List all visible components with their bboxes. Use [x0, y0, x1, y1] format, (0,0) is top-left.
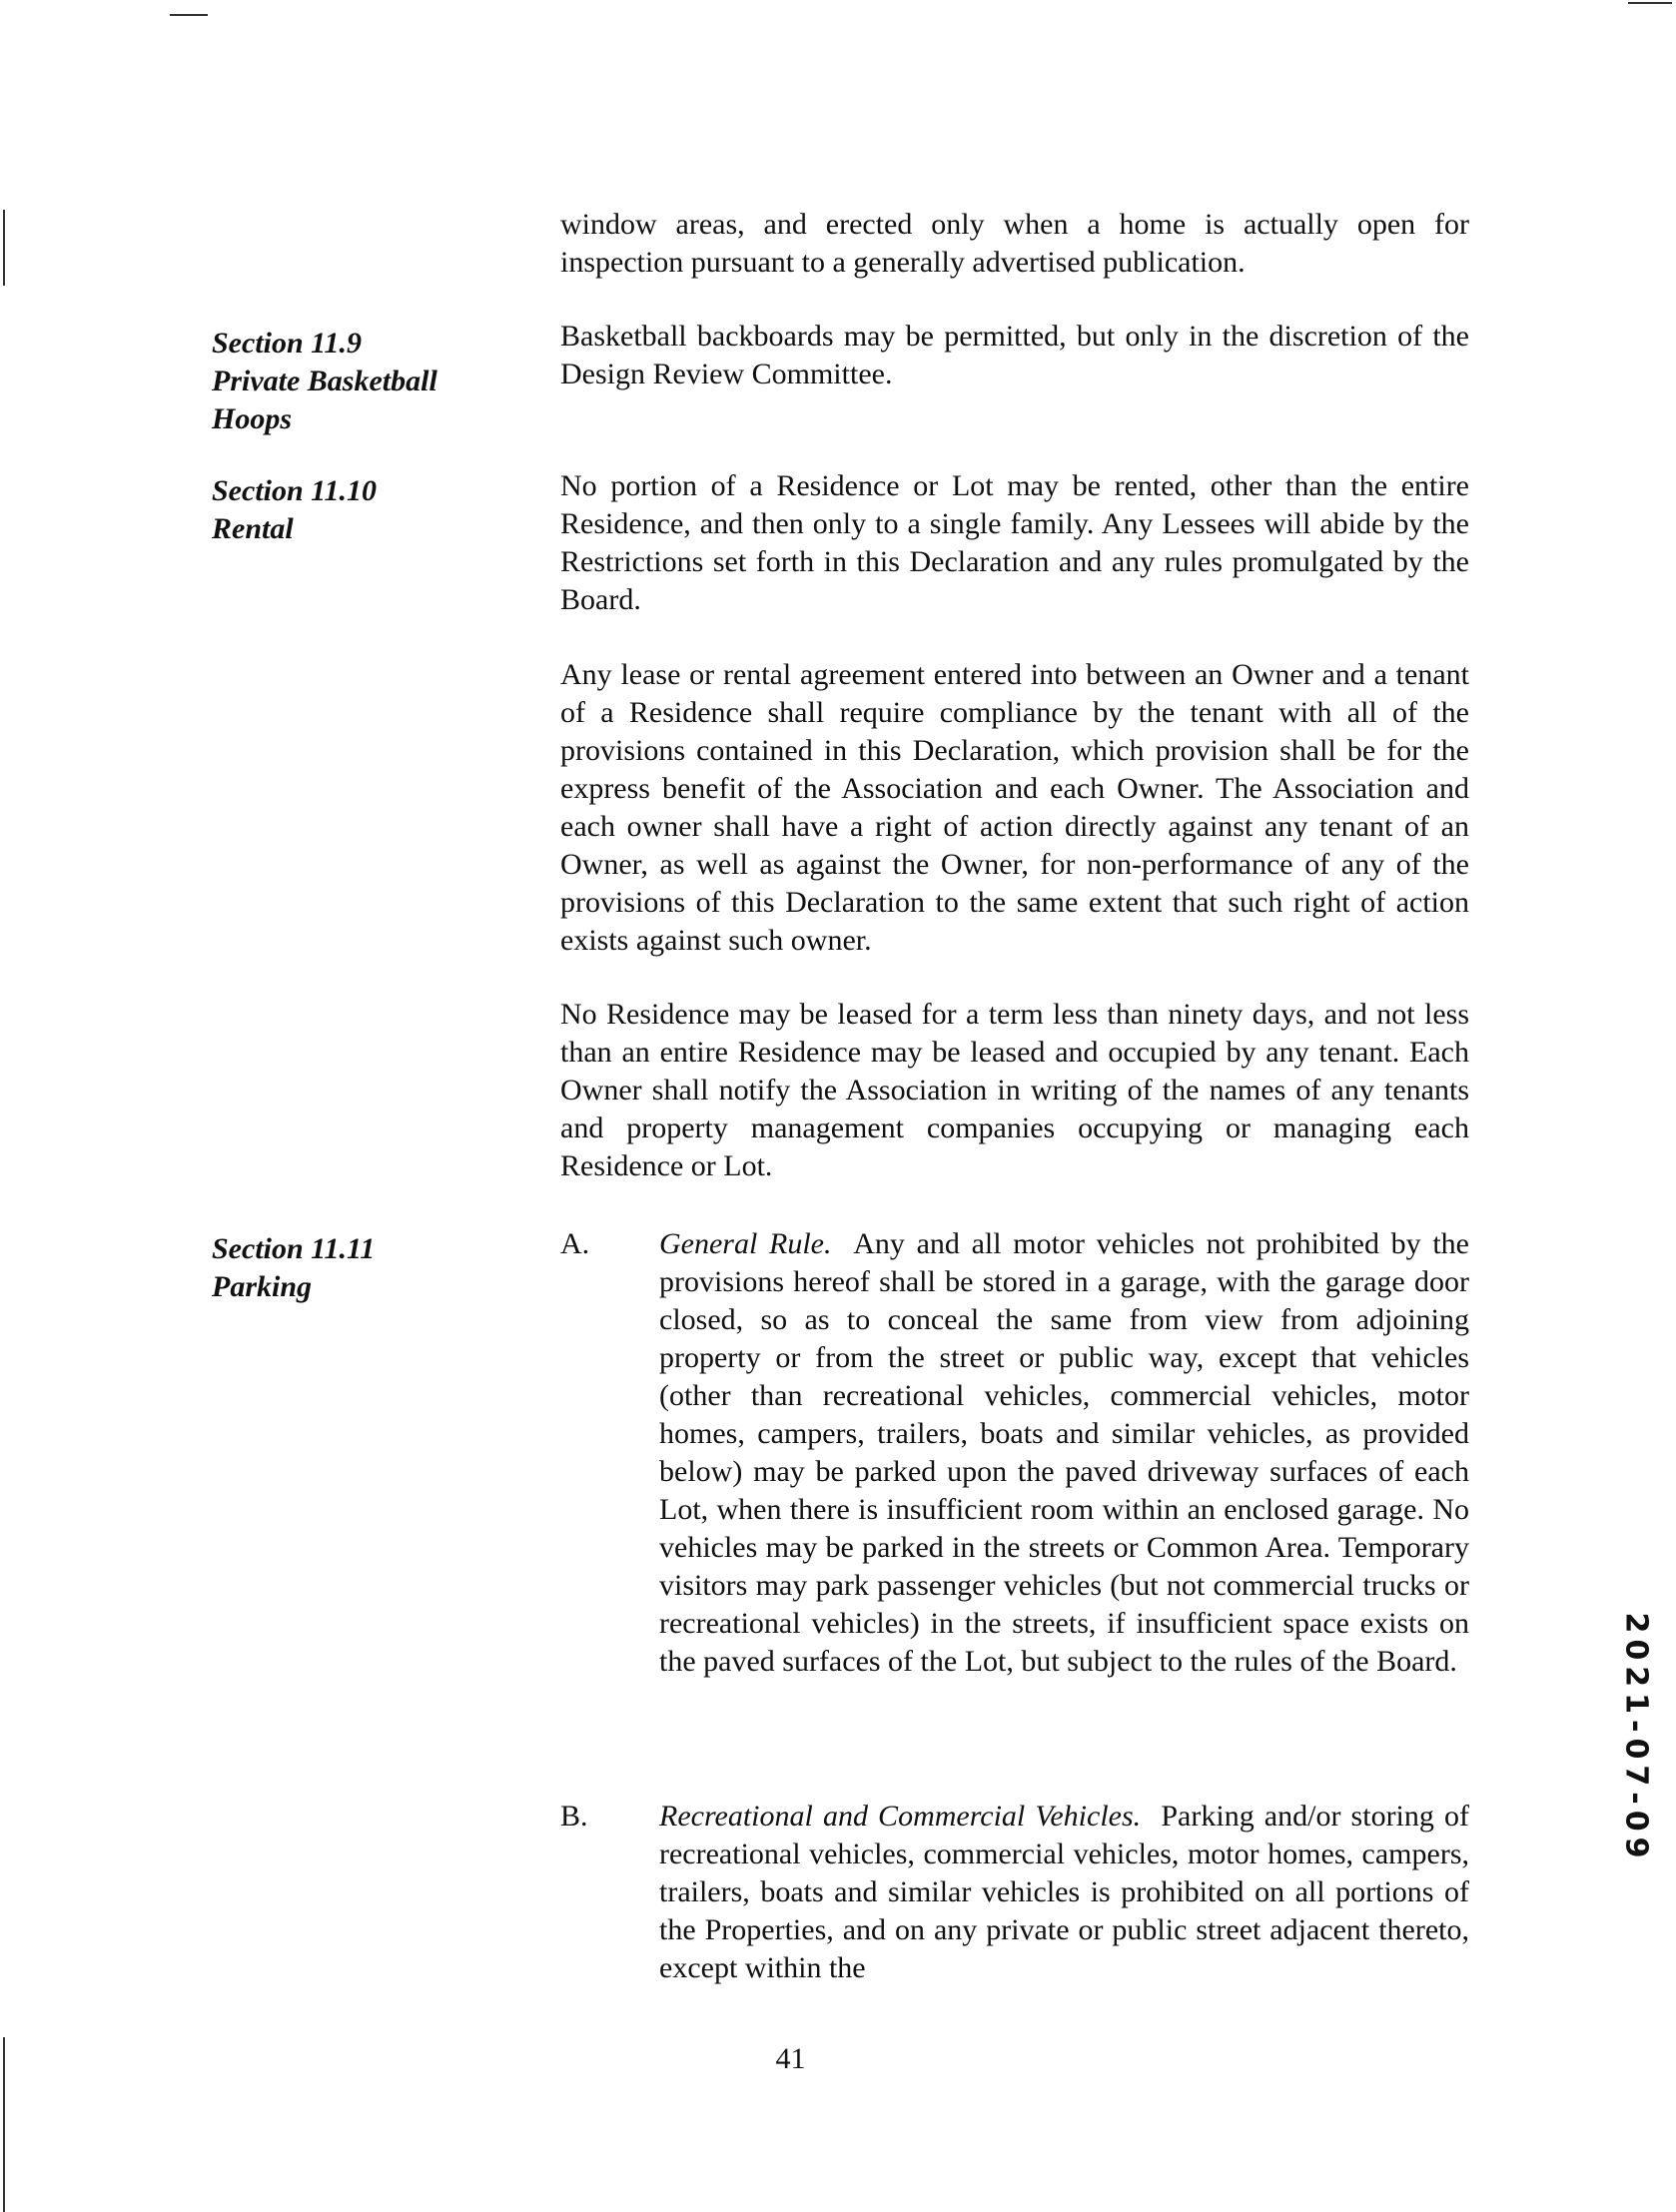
section-11-9-title: Private Basketball Hoops: [212, 365, 437, 435]
list-item-text: Parking and/or storing of recreational vehicles, commercial vehicles, motor homes, campers, trailers, boats and similar vehicles is prohibited on all portions of the Properties, and on any private or public street adjacent thereto, except within the: [659, 1800, 1469, 1984]
section-11-10-heading: [212, 472, 511, 548]
page-number: 41: [775, 2042, 806, 2075]
list-item: [659, 1798, 1469, 1987]
section-11-10-number: Section 11.10: [212, 474, 378, 507]
section-11-9-number: Section 11.9: [212, 327, 363, 360]
list-item: [659, 1225, 1469, 1681]
section-11-10-paragraph: No Residence may be leased for a term less than ninety days, and not less than an entire Residence may be leased and occupied by any tenant. Each Owner shall notify the Association in writing of the names of any tenants and property management companies occupying or managing each Residence or Lot.: [560, 998, 1469, 1182]
continuation-paragraph: window areas, and erected only when a home is actually open for inspection pursuant to a generally advertised publication.: [560, 208, 1469, 279]
margin-stamp-text: 2021-07-09: [1618, 1612, 1654, 1863]
section-11-9-heading: [212, 325, 511, 438]
scan-mark-left-upper: [3, 210, 5, 286]
list-item-letter: B.: [560, 1800, 588, 1833]
list-item-title: General Rule.: [659, 1227, 832, 1260]
section-11-9-text: Basketball backboards may be permitted, but only in the discretion of the Design Review Committee.: [560, 320, 1469, 390]
margin-stamp: [1616, 1558, 1656, 1917]
section-11-11-title: Parking: [212, 1270, 313, 1303]
section-11-10-paragraph: Any lease or rental agreement entered into between an Owner and a tenant of a Residence shall require compliance by the tenant with all of the provisions contained in this Declaration, which provision shall be for the express benefit of the Association and each Owner. The Association and each owner shall have a right of action directly against any tenant of an Owner, as well as against the Owner, for non-performance of any of the provisions of this Declaration to the same extent that such right of action exists against such owner.: [560, 658, 1469, 957]
list-item-text: Any and all motor vehicles not prohibited by the provisions hereof shall be stored in a garage, with the garage door closed, so as to conceal the same from view from adjoining property or from the street or public way, except that vehicles (other than recreational vehicles, commercial vehicles, motor homes, campers, trailers, boats and similar vehicles, as provided below) may be parked upon the paved driveway surfaces of each Lot, when there is insufficient room within an enclosed garage. No vehicles may be parked in the streets or Common Area. Temporary visitors may park passenger vehicles (but not commercial trucks or recreational vehicles) in the streets, if insufficient space exists on the paved surfaces of the Lot, but subject to the rules of the Board.: [659, 1227, 1469, 1678]
scan-mark-top-left: [170, 14, 208, 16]
section-11-10-title: Rental: [212, 512, 294, 545]
section-11-10-paragraph: No portion of a Residence or Lot may be rented, other than the entire Residence, and then only to a single family. Any Lessees will abide by the Restrictions set forth in this Declaration and any rules promulgated by the Board.: [560, 469, 1469, 616]
scan-mark-top-right: [1628, 2, 1672, 4]
section-11-11-number: Section 11.11: [212, 1232, 376, 1265]
list-item-title: Recreational and Commercial Vehicles.: [659, 1800, 1142, 1833]
section-11-11-heading: [212, 1230, 511, 1306]
list-item-letter: A.: [560, 1227, 590, 1260]
